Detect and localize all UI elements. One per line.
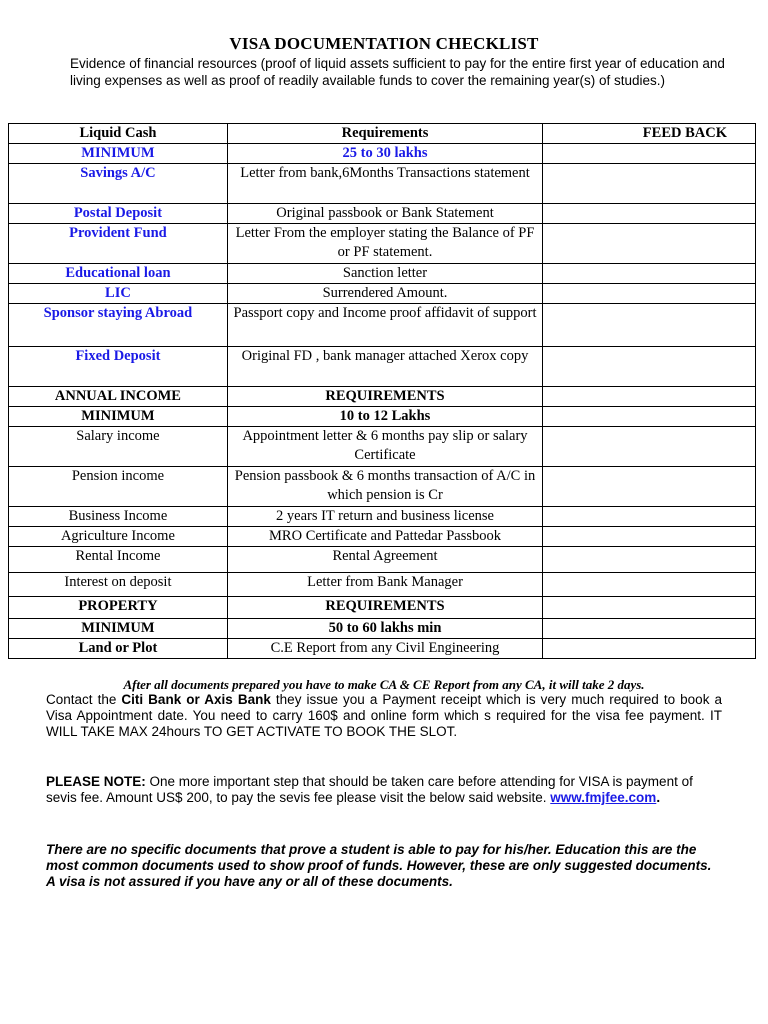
row-requirement: Sanction letter: [227, 264, 542, 284]
annual-income-header-row: [9, 387, 756, 407]
header-liquid-cash: Liquid Cash: [9, 124, 228, 144]
property-minimum-value: 50 to 60 lakhs min: [227, 619, 542, 639]
row-requirement: Appointment letter & 6 months pay slip or salary Certificate: [227, 427, 542, 467]
feedback-cell: [543, 224, 756, 264]
row-item: Fixed Deposit: [9, 347, 228, 387]
table-row: [9, 204, 756, 224]
disclaimer-paragraph: There are no specific documents that prove a student is able to pay for his/her. Education this are the most common documents used to show proof of funds. However, these are only suggested documents. A visa is not assured if you have any or all of these documents.: [46, 842, 712, 889]
table-row: [9, 347, 756, 387]
bank-contact-paragraph: [46, 692, 722, 740]
bank-names: Citi Bank or Axis Bank: [121, 692, 271, 707]
table-row: [9, 224, 756, 264]
table-row: [9, 527, 756, 547]
feedback-cell: [543, 347, 756, 387]
row-requirement: Rental Agreement: [227, 547, 542, 573]
feedback-cell: [543, 547, 756, 573]
ca-ce-report-note: After all documents prepared you have to make CA & CE Report from any CA, it will take 2 days.: [123, 677, 645, 692]
annual-minimum-value: 10 to 12 Lakhs: [227, 407, 542, 427]
header-requirements: Requirements: [227, 124, 542, 144]
row-item: Land or Plot: [9, 639, 228, 659]
row-requirement: Letter from Bank Manager: [227, 573, 542, 597]
liquid-minimum-row: [9, 144, 756, 164]
property-minimum-row: [9, 619, 756, 639]
row-requirement: Original passbook or Bank Statement: [227, 204, 542, 224]
please-note-label: PLEASE NOTE:: [46, 774, 146, 789]
feedback-cell: [543, 427, 756, 467]
table-row: [9, 264, 756, 284]
row-item: Educational loan: [9, 264, 228, 284]
feedback-cell: [543, 387, 756, 407]
row-item: Rental Income: [9, 547, 228, 573]
please-note-paragraph: [46, 774, 722, 806]
p1-text-start: Contact the: [46, 692, 122, 707]
feedback-cell: [543, 204, 756, 224]
page-title: VISA DOCUMENTATION CHECKLIST: [229, 34, 539, 53]
annual-minimum-row: [9, 407, 756, 427]
row-requirement: Original FD , bank manager attached Xerox copy: [227, 347, 542, 387]
row-item: Agriculture Income: [9, 527, 228, 547]
feedback-cell: [543, 619, 756, 639]
row-item: Interest on deposit: [9, 573, 228, 597]
row-item: LIC: [9, 284, 228, 304]
table-row: [9, 164, 756, 204]
row-item: Pension income: [9, 467, 228, 507]
property-header-row: [9, 597, 756, 619]
annual-income-req-header: REQUIREMENTS: [227, 387, 542, 407]
table-row: [9, 284, 756, 304]
liquid-minimum-value: 25 to 30 lakhs: [227, 144, 542, 164]
liquid-minimum-label: MINIMUM: [9, 144, 228, 164]
row-requirement: Passport copy and Income proof affidavit of support: [227, 304, 542, 347]
feedback-cell: [543, 639, 756, 659]
p1-text-rest: they issue you a Payment receipt which is very much required to book a Visa Appointment date. You need to carry 160$ and online form which s required for the visa fee payment. IT WILL TAKE MAX 24hours TO GET ACTIVATE TO BOOK THE SLOT.: [46, 692, 722, 739]
feedback-cell: [543, 467, 756, 507]
feedback-cell: [543, 144, 756, 164]
feedback-cell: [543, 407, 756, 427]
row-requirement: Surrendered Amount.: [227, 284, 542, 304]
table-row: [9, 467, 756, 507]
table-row: [9, 507, 756, 527]
table-row: [9, 427, 756, 467]
row-requirement: Pension passbook & 6 months transaction of A/C in which pension is Cr: [227, 467, 542, 507]
p2-end: .: [656, 790, 661, 805]
row-item: Provident Fund: [9, 224, 228, 264]
row-item: Postal Deposit: [9, 204, 228, 224]
property-header: PROPERTY: [9, 597, 228, 619]
row-item: Salary income: [9, 427, 228, 467]
header-feedback: FEED BACK: [543, 124, 756, 144]
row-item: Sponsor staying Abroad: [9, 304, 228, 347]
table-header-row: [9, 124, 756, 144]
p2-text: One more important step that should be taken care before attending for VISA is payment of sevis fee. Amount US$ 200, to pay the sevis fee please visit the below said website.: [46, 774, 693, 805]
row-requirement: Letter From the employer stating the Balance of PF or PF statement.: [227, 224, 542, 264]
feedback-cell: [543, 597, 756, 619]
feedback-cell: [543, 284, 756, 304]
annual-minimum-label: MINIMUM: [9, 407, 228, 427]
table-row: [9, 547, 756, 573]
row-requirement: Letter from bank,6Months Transactions statement: [227, 164, 542, 204]
intro-paragraph: Evidence of financial resources (proof of liquid assets sufficient to pay for the entire first year of education and living expenses as well as proof of readily available funds to cover the remaining year(s) of studies.): [70, 56, 725, 88]
row-requirement: 2 years IT return and business license: [227, 507, 542, 527]
row-item: Business Income: [9, 507, 228, 527]
property-req-header: REQUIREMENTS: [227, 597, 542, 619]
feedback-cell: [543, 164, 756, 204]
row-item: Savings A/C: [9, 164, 228, 204]
row-requirement: C.E Report from any Civil Engineering: [227, 639, 542, 659]
checklist-table: [8, 123, 756, 659]
table-row: [9, 639, 756, 659]
table-row: [9, 304, 756, 347]
feedback-cell: [543, 264, 756, 284]
property-minimum-label: MINIMUM: [9, 619, 228, 639]
feedback-cell: [543, 304, 756, 347]
feedback-cell: [543, 573, 756, 597]
sevis-fee-link[interactable]: www.fmjfee.com: [550, 790, 657, 805]
feedback-cell: [543, 507, 756, 527]
annual-income-header: ANNUAL INCOME: [9, 387, 228, 407]
row-requirement: MRO Certificate and Pattedar Passbook: [227, 527, 542, 547]
table-row: [9, 573, 756, 597]
feedback-cell: [543, 527, 756, 547]
